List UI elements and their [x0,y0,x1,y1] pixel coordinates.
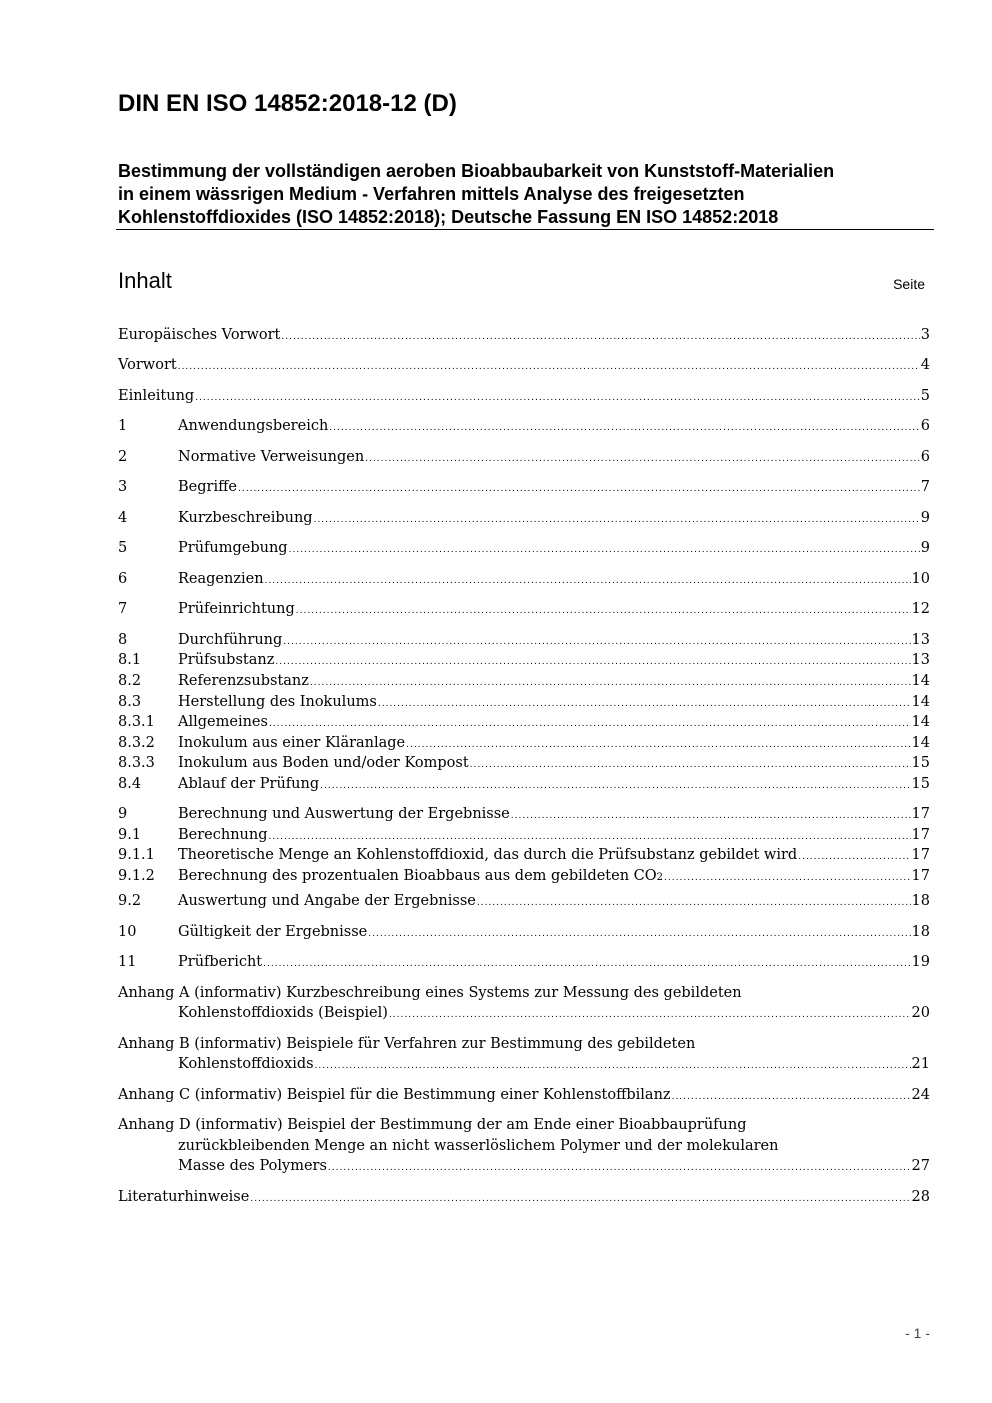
toc-entry-page: 7 [920,479,930,495]
toc-entry [118,671,930,692]
dot-leader [314,508,920,531]
toc-entry-page: 9 [920,540,930,556]
toc-entry [118,416,930,437]
toc-entry-number: 2 [118,449,128,465]
toc-entry-number: 1 [118,418,128,434]
toc-entry [118,1085,930,1106]
dot-leader [365,447,920,470]
toc-entry [178,1003,930,1024]
toc-entry-page: 14 [911,673,930,689]
toc-entry-page: 12 [911,601,930,617]
toc-entry-title: Berechnung und Auswertung der Ergebnisse [178,806,510,822]
toc-entry-page: 19 [911,954,930,970]
toc-entry [118,753,930,774]
toc-entry [118,538,930,559]
dot-leader [470,753,911,776]
toc-entry-title: Einleitung [118,388,195,404]
toc-entry-page: 17 [911,827,930,843]
toc-entry [118,508,930,529]
dot-leader [477,891,911,914]
dot-leader [265,569,911,592]
toc-entry-page: 21 [911,1056,930,1072]
toc-entry-number: 4 [118,510,128,526]
toc-entry-title: Durchführung [178,632,283,648]
toc-entry-page: 28 [911,1189,930,1205]
toc-entry-page: 27 [911,1158,930,1174]
toc-entry-number: 6 [118,571,128,587]
toc-entry-number: 9.2 [118,893,142,909]
toc-entry [178,1054,930,1075]
toc-entry-page: 10 [911,571,930,587]
title-line: Bestimmung der vollständigen aeroben Bioabbaubarkeit von Kunststoff-Materialien [118,161,835,181]
toc-entry-page: 17 [911,847,930,863]
toc-entry [118,845,930,866]
dot-leader [250,1187,910,1210]
toc-entry-page: 15 [911,755,930,771]
annex-title-line: Anhang B (informativ) Beispiele für Verfahren zur Bestimmung des gebildeten [118,1036,696,1052]
toc-entry-page: 20 [911,1005,930,1021]
document-id: DIN EN ISO 14852:2018-12 (D) [118,90,457,117]
dot-leader [511,804,911,827]
toc-entry-number: 9 [118,806,128,822]
toc-entry-page: 24 [911,1087,930,1103]
toc-entry-number: 5 [118,540,128,556]
toc-entry [118,599,930,620]
toc-entry-title: Herstellung des Inokulums [178,694,377,710]
toc-entry-number: 8.1 [118,652,142,668]
toc-entry-page: 6 [920,418,930,434]
dot-leader [320,774,910,797]
toc-entry-number: 8.3.1 [118,714,155,730]
dot-leader [275,650,910,673]
toc-entry-title: Prüfbericht [178,954,263,970]
toc-entry-title: Normative Verweisungen [178,449,365,465]
toc-entry-page: 3 [920,327,930,343]
toc-entry-title: Reagenzien [178,571,264,587]
dot-leader [289,538,920,561]
dot-leader [310,671,911,694]
toc-entry-title: Inokulum aus Boden und/oder Kompost [178,755,469,771]
toc-entry [118,774,930,795]
toc-entry-number: 7 [118,601,128,617]
toc-entry-title: Prüfeinrichtung [178,601,295,617]
toc-entry-number: 8.3.2 [118,735,155,751]
toc-entry-number: 9.1.1 [118,847,155,863]
dot-leader [328,1156,911,1179]
document-title [118,160,934,229]
toc-entry-number: 8 [118,632,128,648]
toc-entry [118,355,930,376]
annex-title-line: Anhang A (informativ) Kurzbeschreibung eines Systems zur Messung des gebildeten [118,985,742,1001]
page-column-label: Seite [893,276,925,292]
toc-entry-title: Allgemeines [178,714,268,730]
toc-entry-title: Gültigkeit der Ergebnisse [178,924,368,940]
toc-entry-number: 10 [118,924,137,940]
toc-entry-page: 13 [911,632,930,648]
toc-entry-title: Referenzsubstanz [178,673,309,689]
toc-entry-page: 4 [920,357,930,373]
dot-leader [315,1054,911,1077]
toc-entry-page: 6 [920,449,930,465]
toc-entry-number: 8.3.3 [118,755,155,771]
toc-entry-title: Vorwort [118,357,177,373]
toc-entry [118,922,930,943]
toc-entry-title: Berechnung [178,827,268,843]
title-line: in einem wässrigen Medium - Verfahren mittels Analyse des freigesetzten [118,184,745,204]
dot-leader [281,325,919,348]
toc-entry-title: Ablauf der Prüfung [178,776,320,792]
dot-leader [238,477,920,500]
toc-entry [118,569,930,590]
toc-entry [118,866,930,887]
toc-entry [178,1156,930,1177]
toc-entry-number: 3 [118,479,128,495]
toc-entry [118,804,930,825]
toc-entry-number: 9.1.2 [118,868,155,884]
toc-entry-page: 14 [911,735,930,751]
toc-entry [118,477,930,498]
toc-entry-title: Literaturhinweise [118,1189,250,1205]
dot-leader [269,712,911,735]
toc-entry-number: 8.2 [118,673,142,689]
toc-entry-page: 14 [911,694,930,710]
toc-entry [118,1187,930,1208]
toc-entry [118,712,930,733]
dot-leader [368,922,910,945]
dot-leader [195,386,920,409]
dot-leader [664,866,911,889]
toc-entry-title: Inokulum aus einer Kläranlage [178,735,406,751]
dot-leader [263,952,910,975]
toc-entry-title: Berechnung des prozentualen Bioabbaus aus dem gebildeten CO [178,868,657,884]
toc-entry-number: 8.3 [118,694,142,710]
toc-entry [118,952,930,973]
toc-entry-page: 18 [911,893,930,909]
toc-entry-page: 5 [920,388,930,404]
toc-entry-page: 9 [920,510,930,526]
toc-entry [118,447,930,468]
dot-leader [672,1085,911,1108]
toc-entry-page: 13 [911,652,930,668]
toc-entry-title: Prüfumgebung [178,540,288,556]
toc-entry [118,692,930,713]
toc-entry-title: Begriffe [178,479,237,495]
dot-leader [798,845,910,868]
page-number: - 1 - [905,1325,930,1341]
toc-entry-title: Anhang C (informativ) Beispiel für die Bestimmung einer Kohlenstoffbilanz [118,1087,671,1103]
toc-entry-page: 18 [911,924,930,940]
toc-entry-title: Masse des Polymers [178,1158,327,1174]
dot-leader [329,416,919,439]
annex-title-line: Anhang D (informativ) Beispiel der Bestimmung der am Ende einer Bioabbauprüfung [118,1117,747,1133]
toc-entry-title: Kurzbeschreibung [178,510,313,526]
toc-entry-title: Theoretische Menge an Kohlenstoffdioxid, das durch die Prüfsubstanz gebildet wird [178,847,798,863]
toc-entry-title: Anwendungsbereich [178,418,329,434]
toc-entry [118,386,930,407]
toc-entry-number: 11 [118,954,137,970]
title-line: Kohlenstoffdioxides (ISO 14852:2018); Deutsche Fassung EN ISO 14852:2018 [118,207,779,227]
dot-leader [389,1003,911,1026]
title-divider [116,229,934,230]
toc-entry [118,650,930,671]
dot-leader [178,355,920,378]
toc-entry [118,891,930,912]
dot-leader [296,599,911,622]
toc-entry-page: 17 [911,868,930,884]
toc-entry-title: Kohlenstoffdioxids [178,1056,314,1072]
toc-entry [118,630,930,651]
annex-title-line: zurückbleibenden Menge an nicht wasserlöslichem Polymer und der molekularen [178,1138,779,1154]
toc-entry-number: 9.1 [118,827,142,843]
toc-entry [118,325,930,346]
toc-entry-page: 14 [911,714,930,730]
toc-entry [118,825,930,846]
toc-entry-title: Europäisches Vorwort [118,327,281,343]
toc-entry-number: 8.4 [118,776,142,792]
toc-entry-title: Auswertung und Angabe der Ergebnisse [178,893,476,909]
toc-entry-title: Prüfsubstanz [178,652,275,668]
subscript: 2 [656,872,664,883]
toc-entry-page: 17 [911,806,930,822]
toc-entry [118,733,930,754]
toc-entry-title: Kohlenstoffdioxids (Beispiel) [178,1005,388,1021]
toc-entry-page: 15 [911,776,930,792]
toc-heading: Inhalt [118,268,172,293]
